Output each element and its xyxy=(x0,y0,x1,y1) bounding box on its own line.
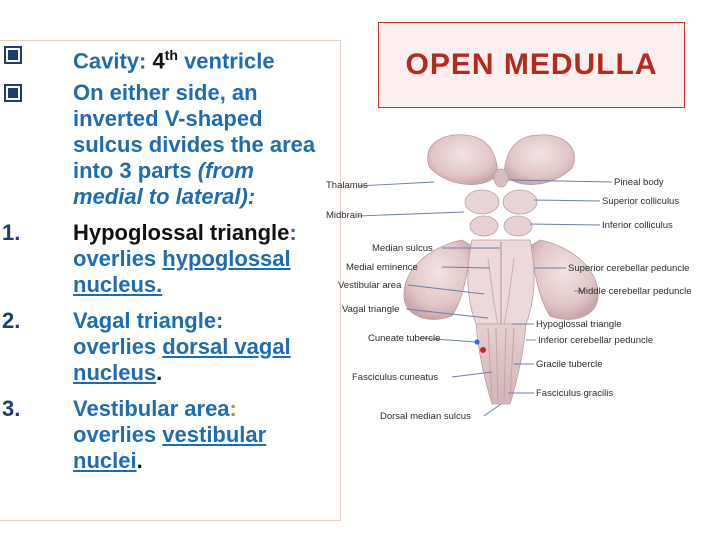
label-gracile-tubercle: Gracile tubercle xyxy=(536,359,603,370)
item-2-target-2: nucleus xyxy=(73,360,157,385)
label-cuneate-tubercle: Cuneate tubercle xyxy=(368,333,441,344)
sulcus-line-3: sulcus divides the area xyxy=(73,132,316,157)
item-1-target: hypoglossal xyxy=(162,246,291,271)
label-thalamus: Thalamus xyxy=(326,180,368,191)
item-number-1: 1. xyxy=(2,220,21,245)
item-3-target-2: nuclei xyxy=(73,448,137,473)
label-inferior-colliculus: Inferior colliculus xyxy=(602,220,673,231)
left-superior-colliculus xyxy=(465,190,499,214)
brainstem-figure xyxy=(322,128,712,430)
label-vagal-triangle: Vagal triangle xyxy=(342,304,400,315)
left-inferior-colliculus xyxy=(470,216,498,236)
item-1-overlies: overlies xyxy=(73,246,163,271)
item-2-line-2 xyxy=(73,334,291,360)
label-superior-colliculus: Superior colliculus xyxy=(602,196,680,207)
label-fasciculus-cuneatus: Fasciculus cuneatus xyxy=(352,372,439,383)
label-medial-eminence: Medial eminence xyxy=(346,262,418,273)
item-3-title: Vestibular area xyxy=(73,396,230,421)
item-2-title: Vagal triangle: xyxy=(73,308,224,333)
red-marker-dot xyxy=(480,347,486,353)
cavity-superscript: th xyxy=(164,47,178,63)
item-1-title-line xyxy=(73,220,297,246)
item-1-end: . xyxy=(156,272,163,297)
right-superior-colliculus xyxy=(503,190,537,214)
sulcus-line-5: medial to lateral): xyxy=(73,184,256,209)
item-1-line-3 xyxy=(73,272,162,298)
item-1-target-2: nucleus xyxy=(73,272,157,297)
sulcus-line-1: On either side, an xyxy=(73,80,258,105)
cavity-number: 4 xyxy=(152,48,165,74)
item-1-colon: : xyxy=(289,220,297,245)
label-pineal-body: Pineal body xyxy=(614,177,664,188)
label-median-sulcus: Median sulcus xyxy=(372,243,433,254)
cavity-label: Cavity: xyxy=(73,48,153,74)
sulcus-italic-start: (from xyxy=(197,158,254,183)
label-hypoglossal-triangle: Hypoglossal triangle xyxy=(536,319,622,330)
item-1-title: Hypoglossal triangle xyxy=(73,220,290,245)
item-3-line-3 xyxy=(73,448,143,474)
title-box xyxy=(378,22,685,108)
checkbox-bullet-icon xyxy=(4,46,22,64)
pineal-body-shape xyxy=(494,169,508,187)
label-middle-cerebellar-peduncle: Middle cerebellar peduncle xyxy=(578,286,692,297)
right-inferior-colliculus xyxy=(504,216,532,236)
label-fasciculus-gracilis: Fasciculus gracilis xyxy=(536,388,614,399)
label-superior-cerebellar-peduncle: Superior cerebellar peduncle xyxy=(568,263,690,274)
right-thalamus-shape xyxy=(504,135,574,185)
item-3-target: vestibular xyxy=(162,422,267,447)
item-2-end: . xyxy=(156,360,163,385)
item-3-title-line xyxy=(73,396,237,422)
sulcus-line-4-text: into 3 parts xyxy=(73,158,198,183)
right-cerebellar-peduncle-shape xyxy=(530,240,598,319)
label-inferior-cerebellar-peduncle: Inferior cerebellar peduncle xyxy=(538,335,654,346)
slide-title: OPEN MEDULLA xyxy=(405,48,658,81)
sulcus-line-2: inverted V-shaped xyxy=(73,106,263,131)
checkbox-bullet-icon xyxy=(4,84,22,102)
cavity-rest: ventricle xyxy=(177,48,275,74)
item-2-target: dorsal vagal xyxy=(162,334,291,359)
sulcus-line-4 xyxy=(73,158,254,184)
item-3-end: . xyxy=(136,448,143,473)
brainstem-illustration xyxy=(322,128,712,430)
item-2-overlies: overlies xyxy=(73,334,163,359)
item-3-colon: : xyxy=(229,396,237,421)
item-number-3: 3. xyxy=(2,396,21,421)
label-midbrain: Midbrain xyxy=(326,210,363,221)
item-3-overlies: overlies xyxy=(73,422,163,447)
item-2-line-3 xyxy=(73,360,162,386)
item-3-line-2 xyxy=(73,422,266,448)
left-thalamus-shape xyxy=(428,135,498,185)
item-number-2: 2. xyxy=(2,308,21,333)
item-1-line-2 xyxy=(73,246,291,272)
label-dorsal-median-sulcus: Dorsal median sulcus xyxy=(380,411,471,422)
label-vestibular-area: Vestibular area xyxy=(338,280,402,291)
